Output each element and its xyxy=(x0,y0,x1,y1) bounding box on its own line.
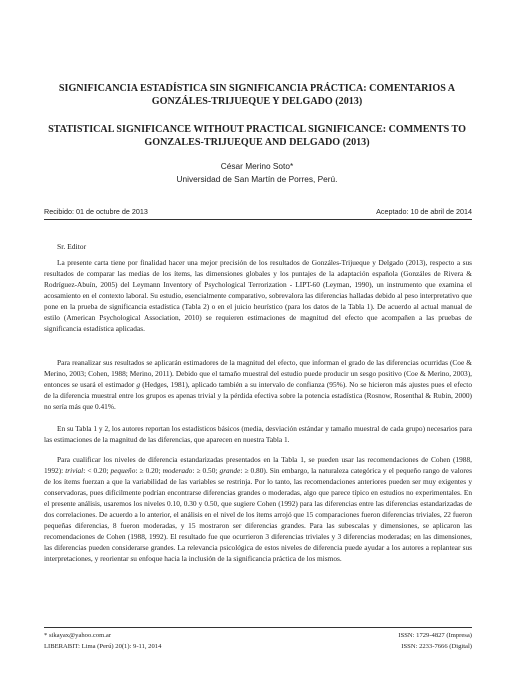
journal-citation: LIBERABIT: Lima (Perú) 20(1): 9-11, 2014 xyxy=(44,643,162,650)
salutation: Sr. Editor xyxy=(57,242,87,251)
paragraph-3: En su Tabla 1 y 2, los autores reportan los estadísticos básicos (media, desviación estándar y tamaño muestral de cada grupo) necesarios para las estimaciones de la magnitud de las diferencias, que aparecen en nuestra Tabla 1. xyxy=(44,424,472,444)
paragraph-4-text-d: : ≥ 0.50; xyxy=(192,465,220,475)
title-spanish: SIGNIFICANCIA ESTADÍSTICA SIN SIGNIFICANCIA PRÁCTICA: COMENTARIOS A GONZÁLES-TRIJUEQUE Y DELGADO (2013) xyxy=(58,83,456,107)
paragraph-1: La presente carta tiene por finalidad hacer una mejor precisión de los resultados de Gonzáles-Trijueque y Delgado (2013), respecto a sus resultados de comparar las medias de los ítems, las dimensiones globales y los puntajes de la adaptación española (Gonzáles de Rivera & Rodríguez-Abuín, 2005) del Leymann Inventory of Psychological Terrorization - LIPT-60 (Leyman, 1990), un instrumento que examina el acosamiento en el contexto laboral. Su estudio, esencialmente comparativo, sobrevalora las diferencias halladas debido al peso interpretativo que pone en la prueba de significancia estadística (Tabla 2) o en el juicio heurístico (para los datos de la Tabla 1). De acuerdo al actual manual de estilo (American Psychological Association, 2010) se requieren estimaciones de magnitud del efecto que acompañen a las pruebas de significancia estadística aplicadas. xyxy=(44,258,472,333)
author-email: * sikayax@yahoo.com.ar xyxy=(44,632,112,639)
accepted-date: Aceptado: 10 de abril de 2014 xyxy=(376,207,472,216)
label-moderado: moderado xyxy=(162,465,193,475)
issn-digital: ISSN: 2233-7666 (Digital) xyxy=(401,643,472,650)
title-english: STATISTICAL SIGNIFICANCE WITHOUT PRACTICAL SIGNIFICANCE: COMMENTS TO GONZALES-TRIJUEQUE AND DELGADO (2013) xyxy=(48,124,466,148)
paragraph-4-text-e: : ≥ 0.80). Sin embargo, la naturaleza categórica y el pequeño rango de valores de los ítems fuerzan a que la variabilidad de las variables se restrinja. Por lo tanto, las recomendaciones anteriores pueden ser muy exigentes y conservadoras, pues difícilmente podrían encontrarse diferencias grandes o moderadas, algo que parece típico en estudios no experimentales. En el presente análisis, usaremos los niveles 0.10, 0.30 y 0.50, que sugiere Cohen (1992) para las diferencias entre las diferencias estandarizadas de dos correlaciones. De acuerdo a lo anterior, el análisis en el nivel de los ítems arrojó que 15 comparaciones fueron diferencias triviales, 22 fueron pequeñas diferencias, 8 fueron moderadas, y 15 mostraron ser diferencias grandes. Para las subescalas y dimensiones, se aplicaron las recomendaciones de Cohen (1988, 1992). El resultado fue que ocurrieron 3 diferencias triviales y 3 diferencias moderadas; en las dimensiones, las diferencias pueden considerarse grandes. La relevancia psicológica de estos niveles de diferencia puede ayudar a los autores a replantear sus interpretaciones, y reorientar su enfoque hacia la inclusión de la significancia práctica de los mismos. xyxy=(44,465,472,563)
paragraph-4-text-b: : < 0.20; xyxy=(83,465,111,475)
received-date: Recibido: 01 de octubre de 2013 xyxy=(44,207,148,216)
paragraph-2-text-b: (Hedges, 1981), aplicado también a su intervalo de confianza (95%). No se hicieron más ajustes pues el efecto de la diferencia muestral entre los grupos es apenas trivial y la pérdida efectiva sobre la potencia estadística (Rosnow, Rosenthal & Rubin, 2000) no sería más que 0.41%. xyxy=(44,379,472,411)
paragraph-4-text-c: : ≥ 0.20; xyxy=(135,465,163,475)
issn-print: ISSN: 1729-4827 (Impresa) xyxy=(398,632,472,639)
paragraph-2 xyxy=(44,358,472,413)
hedges-g-symbol: g xyxy=(136,379,141,389)
label-trivial: trivial xyxy=(65,465,84,475)
header-divider xyxy=(44,219,472,220)
paragraph-4-text-a: Para cualificar los niveles de diferencia estandarizadas presentados en la Tabla 1, se pueden usar las recomendaciones de Cohen (1988, 1992): xyxy=(44,455,472,475)
label-grande: grande xyxy=(219,465,241,475)
author-name: César Merino Soto* xyxy=(220,161,294,171)
footer-divider xyxy=(44,627,472,628)
paragraph-2-text-a: Para reanalizar sus resultados se aplicarán estimadores de la magnitud del efecto, que informan el grado de las diferencias ocurridas (Coe & Merino, 2003; Cohen, 1988; Merino, 2011). Debido que el tamaño muestral del estudio puede producir un sesgo positivo (Coe & Merino, 2003), entonces se usará el estimador xyxy=(44,358,472,389)
author-affiliation: Universidad de San Martín de Porres, Perú. xyxy=(176,174,338,184)
paragraph-4 xyxy=(44,455,472,565)
label-pequeno: pequeño xyxy=(110,465,136,475)
